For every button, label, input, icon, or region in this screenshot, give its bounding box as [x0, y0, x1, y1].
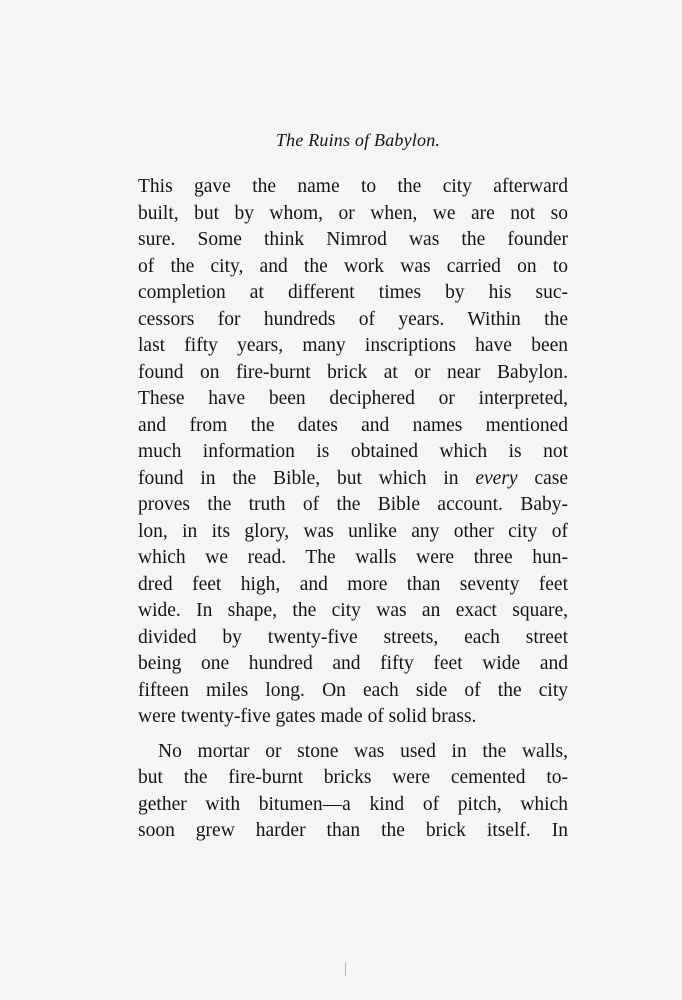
- text-line: being one hundred and fifty feet wide and: [138, 653, 568, 674]
- text-line: soon grew harder than the brick itself. In: [138, 820, 568, 841]
- text-line: wide. In shape, the city was an exact square,: [138, 600, 568, 621]
- text-segment: case: [517, 467, 568, 489]
- text-line: dred feet high, and more than seventy feet: [138, 573, 568, 595]
- text-line: This gave the name to the city afterward: [138, 176, 568, 197]
- text-line: built, but by whom, or when, we are not so: [138, 202, 568, 224]
- text-line: completion at different times by his suc-: [138, 282, 568, 303]
- text-line: were twenty-five gates made of solid brass.: [138, 706, 477, 727]
- scan-mark: [345, 962, 346, 976]
- text-line: These have been deciphered or interpreted,: [138, 388, 568, 409]
- text-line: sure. Some think Nimrod was the founder: [138, 229, 568, 250]
- text-line: gether with bitumen—a kind of pitch, which: [138, 793, 568, 815]
- text-line: much information is obtained which is not: [138, 441, 568, 462]
- text-line: lon, in its glory, was unlike any other city of: [138, 520, 568, 542]
- text-line: cessors for hundreds of years. Within the: [138, 308, 568, 330]
- text-segment: found in the Bible, but which in: [138, 467, 476, 489]
- text-line: found on fire-burnt brick at or near Babylon.: [138, 361, 568, 383]
- text-line: fifteen miles long. On each side of the city: [138, 679, 568, 701]
- text-line-with-italic: [138, 466, 568, 493]
- text-line: No mortar or stone was used in the walls,: [158, 740, 568, 762]
- paragraph-2: [138, 739, 568, 845]
- text-line: last fifty years, many inscriptions have been: [138, 335, 568, 356]
- text-line: of the city, and the work was carried on to: [138, 255, 568, 277]
- text-line: and from the dates and names mentioned: [138, 414, 568, 436]
- paragraph-1: [138, 174, 568, 731]
- text-line: which we read. The walls were three hun-: [138, 547, 568, 568]
- body-text: [138, 174, 568, 845]
- text-line: but the fire-burnt bricks were cemented to-: [138, 767, 568, 788]
- italic-word: every: [475, 467, 518, 489]
- text-line: proves the truth of the Bible account. Baby-: [138, 494, 568, 515]
- text-line: divided by twenty-five streets, each street: [138, 626, 568, 648]
- paragraph-gap: [138, 731, 568, 739]
- running-head-title: The Ruins of Babylon.: [275, 130, 441, 150]
